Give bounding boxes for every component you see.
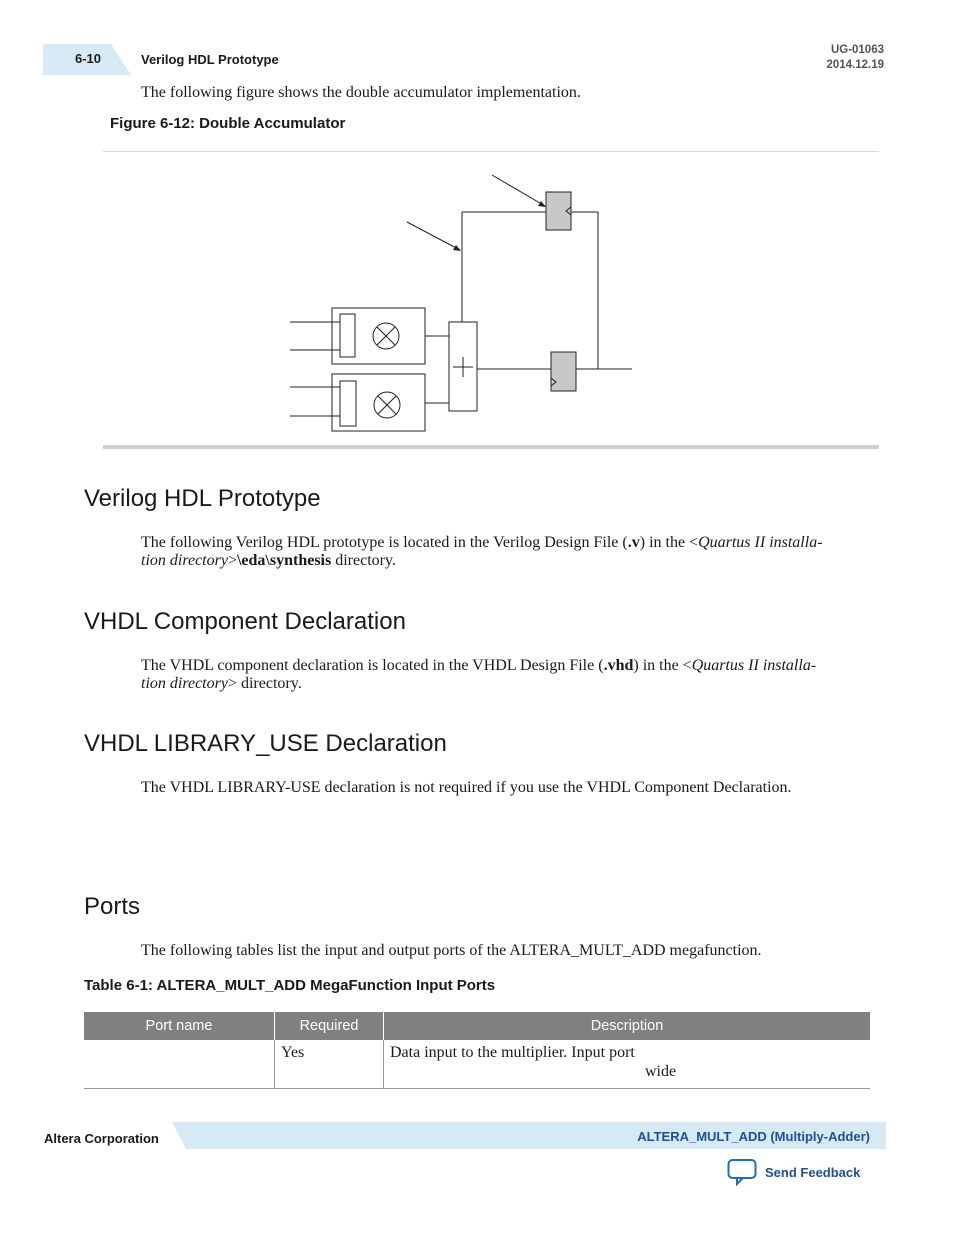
input-register-1 (340, 314, 355, 357)
cell-port-name (84, 1040, 275, 1089)
output-register (551, 352, 576, 391)
figure-title: Figure 6-12: Double Accumulator (110, 115, 346, 132)
footer-company: Altera Corporation (44, 1131, 159, 1146)
cell-description: Data input to the multiplier. Input port wide (384, 1040, 871, 1089)
double-accumulator-diagram (0, 0, 954, 445)
heading-ports: Ports (84, 893, 141, 920)
feedback-bubble-icon (727, 1158, 757, 1186)
col-description: Description (384, 1012, 871, 1040)
annotation-arrow-1 (492, 175, 545, 206)
multiplier-block-2 (332, 374, 425, 431)
figure-intro: The following figure shows the double accumulator implementation. (141, 84, 581, 101)
table-header-row (84, 1012, 870, 1040)
send-feedback-button[interactable] (727, 1158, 860, 1186)
send-feedback-label: Send Feedback (765, 1164, 861, 1180)
col-port-name: Port name (84, 1012, 275, 1040)
input-register-2 (340, 381, 356, 426)
heading-verilog-prototype: Verilog HDL Prototype (84, 485, 321, 512)
doc-id: UG-01063 (830, 44, 884, 56)
heading-vhdl-library-use: VHDL LIBRARY_USE Declaration (84, 730, 447, 757)
ports-paragraph: The following tables list the input and output ports of the ALTERA_MULT_ADD megafunction. (141, 942, 762, 959)
multiplier-block-1 (332, 308, 425, 364)
accumulator-register (546, 192, 571, 230)
footer-doc-title-link[interactable]: ALTERA_MULT_ADD (Multiply-Adder) (637, 1129, 870, 1144)
vhdl-component-paragraph: The VHDL component declaration is located in the VHDL Design File (.vhd) in the <Quartus II installa- tion directory> directory. (141, 657, 817, 692)
annotation-arrow-2 (407, 222, 460, 250)
verilog-paragraph: The following Verilog HDL prototype is located in the Verilog Design File (.v) in the <Quartus II installa- tion directory>\eda\synthesis directory. (141, 534, 823, 569)
doc-date: 2014.12.19 (826, 59, 884, 71)
running-title: Verilog HDL Prototype (141, 52, 279, 67)
vhdl-library-paragraph: The VHDL LIBRARY-USE declaration is not required if you use the VHDL Component Declaration. (141, 779, 792, 796)
input-ports-table (84, 1012, 870, 1089)
figure-bottom-rule (103, 445, 879, 449)
col-required: Required (275, 1012, 384, 1040)
heading-vhdl-component: VHDL Component Declaration (84, 608, 406, 635)
cell-required: Yes (275, 1040, 384, 1089)
table-title: Table 6-1: ALTERA_MULT_ADD MegaFunction Input Ports (84, 977, 496, 994)
table-row (84, 1040, 870, 1089)
page-number: 6-10 (75, 51, 102, 66)
